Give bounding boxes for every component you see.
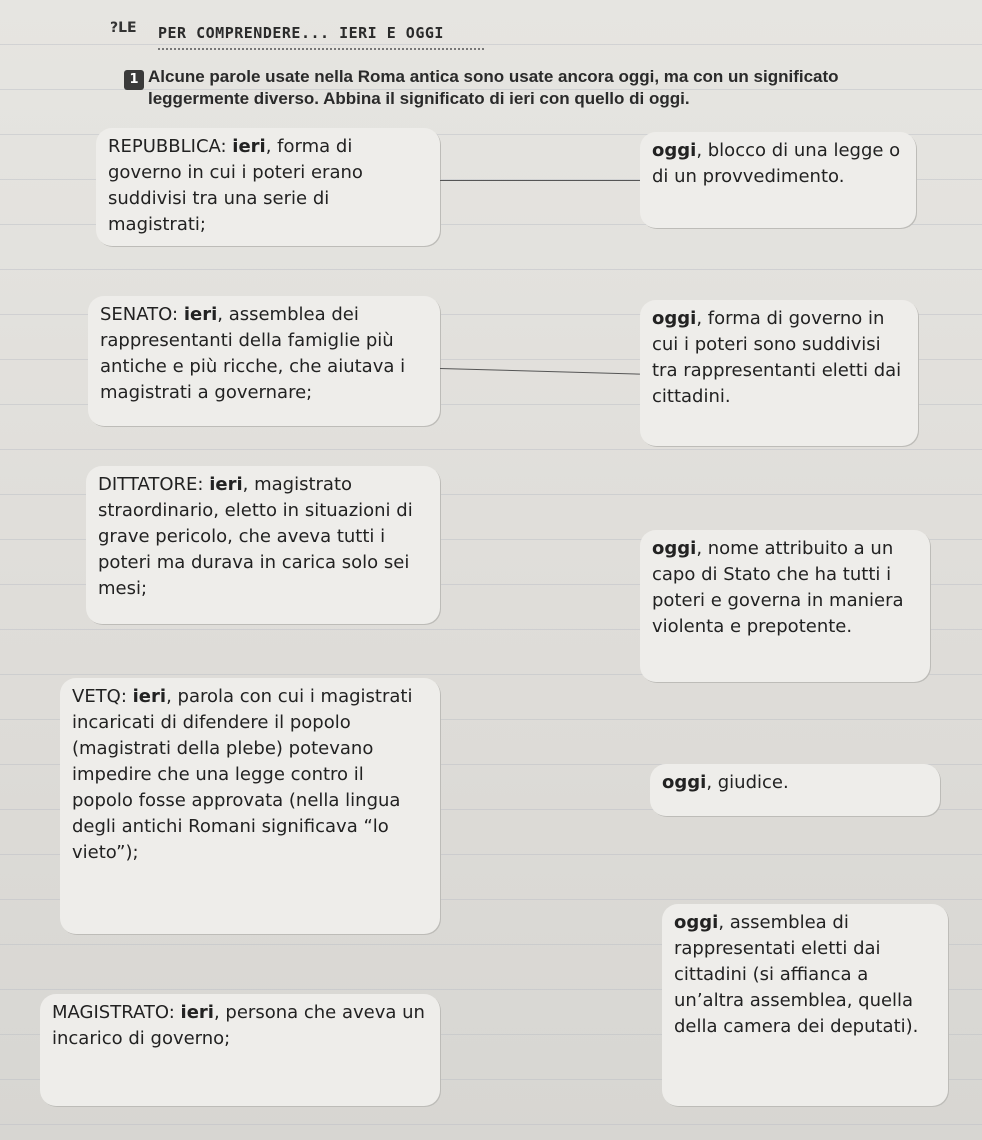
definition: , forma di governo in cui i poteri erano suddivisi tra una serie di magistrati; <box>108 136 363 235</box>
right-item-repubblica <box>640 300 918 446</box>
right-item-senato <box>662 904 948 1106</box>
keyword-ieri: ieri <box>183 304 218 325</box>
keyword-oggi: oggi <box>652 308 697 329</box>
keyword-oggi: oggi <box>662 772 707 793</box>
keyword-oggi: oggi <box>674 912 719 933</box>
term: MAGISTRATO: <box>52 1002 181 1023</box>
keyword-ieri: ieri <box>209 474 243 495</box>
right-item-dittatore <box>640 530 930 682</box>
definition: , nome attribuito a un capo di Stato che ha tutti i poteri e governa in maniera violenta e prepotente. <box>652 538 904 637</box>
definition: , magistrato straordinario, eletto in situazioni di grave pericolo, che aveva tutti i poteri ma durava in carica solo sei mesi; <box>98 474 413 599</box>
definition: , assemblea di rappresentati eletti dai cittadini (si affianca a un’altra assemblea, quella della camera dei deputati). <box>674 912 919 1037</box>
term: DITTATORE: <box>98 474 210 495</box>
definition: , forma di governo in cui i poteri sono suddivisi tra rappresentanti eletti dai cittadini. <box>652 308 902 407</box>
keyword-ieri: ieri <box>132 686 167 707</box>
definition: , giudice. <box>706 772 789 793</box>
exercise-instruction: Alcune parole usate nella Roma antica sono usate ancora oggi, ma con un significato leggermente diverso. Abbina il significato di ieri con quello di oggi. <box>148 67 839 108</box>
definition: , persona che aveva un incarico di governo; <box>52 1002 425 1049</box>
section-title: PER COMPRENDERE... IERI E OGGI <box>158 24 484 50</box>
right-item-magistrato <box>650 764 940 816</box>
term: VETQ: <box>72 686 133 707</box>
left-item-senato <box>88 296 440 426</box>
keyword-oggi: oggi <box>652 538 697 559</box>
keyword-ieri: ieri <box>232 136 266 157</box>
section-icon: ?LE <box>110 20 137 36</box>
left-item-magistrato <box>40 994 440 1106</box>
right-item-veto <box>640 132 916 228</box>
definition: , assemblea dei rappresentanti della famiglie più antiche e più ricche, che aiutava i magistrati a governare; <box>100 304 406 403</box>
keyword-ieri: ieri <box>180 1002 214 1023</box>
keyword-oggi: oggi <box>652 140 697 161</box>
left-item-veto <box>60 678 440 934</box>
left-item-repubblica <box>96 128 440 246</box>
exercise-number: 1 <box>124 70 144 90</box>
term: SENATO: <box>100 304 184 325</box>
term: REPUBBLICA: <box>108 136 233 157</box>
match-line-repubblica <box>440 180 640 181</box>
definition: , parola con cui i magistrati incaricati di difendere il popolo (magistrati della plebe) potevano impedire che una legge contro il popolo fosse approvata (nella lingua degli antichi Romani significava “lo vieto”); <box>72 686 413 863</box>
left-item-dittatore <box>86 466 440 624</box>
definition: , blocco di una legge o di un provvedimento. <box>652 140 901 187</box>
